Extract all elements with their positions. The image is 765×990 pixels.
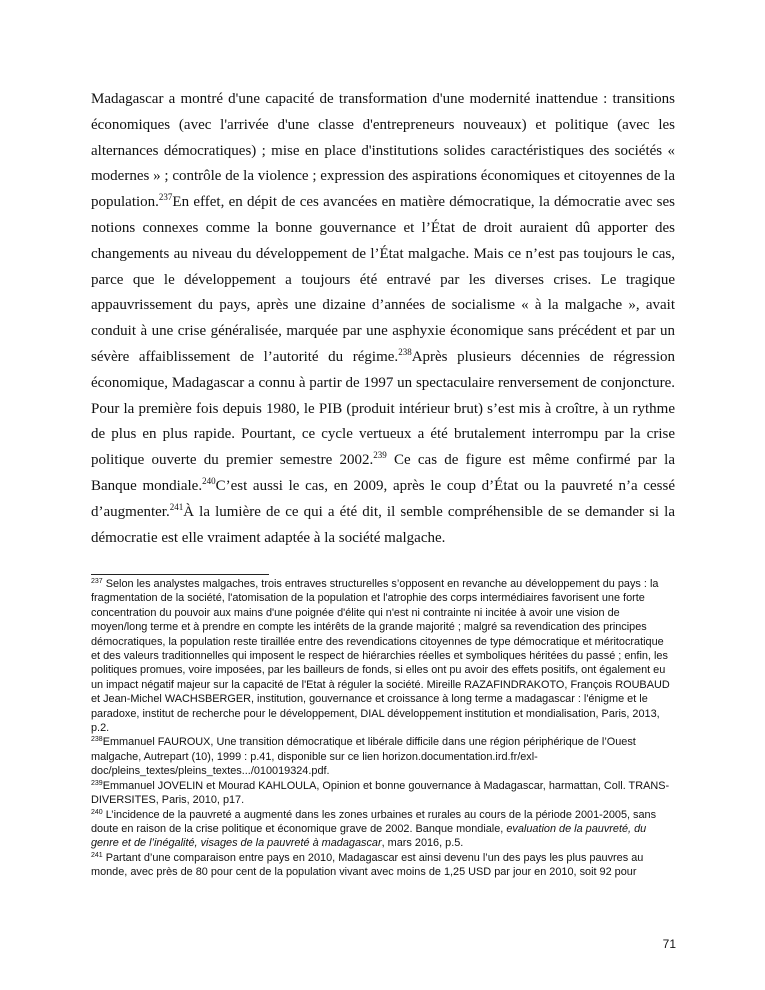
footnote-number: 239	[91, 779, 103, 787]
footnote-text: Emmanuel JOVELIN et Mourad KAHLOULA, Opinion et bonne gouvernance à Madagascar, harmattan, Coll. TRANS-DIVERSITES, Paris, 2010, p17.	[91, 779, 670, 807]
footnote-number: 237	[91, 578, 103, 585]
footnote-ref-238[interactable]: 238	[398, 346, 412, 357]
sentence-1: Madagascar a montré d'une capacité de transformation d'une modernité inattendue : transitions économiques (avec l'arrivée d'une classe d'entrepreneurs nouveaux) et politique (avec les alternances démocratiques) ; mise en place d'institutions solides caractéristiques des sociétés « modernes » ; contrôle de la violence ; expression des aspirations économiques et citoyennes de la population.	[91, 91, 675, 211]
footnote-text: Partant d’une comparaison entre pays en 2010, Madagascar est ainsi devenu l’un des pays les plus pauvres au monde, avec près de 80 pour cent de la population vivant avec moins de 1,25 USD par jour en 2010, soit 92 pour	[91, 851, 644, 879]
page-number: 71	[662, 937, 676, 951]
footnote-ref-239[interactable]: 239	[373, 450, 387, 461]
footnote-number: 241	[91, 851, 103, 859]
footnote-number: 238	[91, 736, 103, 744]
footnote-240	[91, 808, 675, 851]
footnote-text: Emmanuel FAUROUX, Une transition démocratique et libérale difficile dans une région périphérique de l’Ouest malgache, Autrepart (10), 1999 : p.41, disponible sur ce lien horizon.documentation.ird.fr/exl-doc/pleins_textes/pleins_textes.../010019324.pdf.	[91, 736, 636, 778]
footnote-text: L’incidence de la pauvreté a augmenté dans les zones urbaines et rurales au cours de la période 2001-2005, sans doute en raison de la crise politique et économique grave de 2002. Banque mondiale,	[91, 808, 657, 835]
sentence-6: À la lumière de ce qui a été dit, il semble compréhensible de se demander si la démocratie est elle vraiment adaptée à la société malgache.	[91, 503, 675, 546]
footnote-ref-241[interactable]: 241	[169, 501, 184, 512]
footnote-title-italic: evaluation de la pauvreté, du genre et de l’inégalité, visages de la pauvreté à madagascar	[91, 822, 647, 850]
footnote-ref-237[interactable]: 237	[158, 192, 173, 203]
sentence-3: Après plusieurs décennies de régression économique, Madagascar a connu à partir de 1997 un spectaculaire renversement de conjoncture. Pour la première fois depuis 1980, le PIB (produit intérieur brut) s’est mis à croître, à un rythme de plus en plus rapide. Pourtant, ce cycle vertueux a été brutalement interrompu par la crise politique ouverte du premier semestre 2002.	[91, 348, 675, 469]
footnote-ref-240[interactable]: 240	[202, 475, 216, 486]
footnote-number: 240	[91, 808, 103, 816]
footnotes	[91, 577, 675, 880]
sentence-2: En effet, en dépit de ces avancées en matière démocratique, la démocratie avec ses notions connexes comme la bonne gouvernance et l’État de droit auraient dû apporter des changements au niveau du développement de l’État malgache. Mais ce n’est pas toujours le cas, parce que le développement a toujours été entravé par les diverses crises. Le tragique appauvrissement du pays, après une dizaine d’années de socialisme « à la malgache », avait conduit à une crise généralisée, marquée par une asphyxie économique sans précédent et par un sévère affaiblissement de l’autorité du régime.	[91, 194, 675, 365]
sentence-4: Ce cas de figure est même confirmé par la Banque mondiale.	[91, 452, 675, 494]
body-paragraph	[91, 87, 675, 551]
footnote-237	[91, 577, 675, 735]
footnote-239	[91, 779, 675, 808]
footnote-238	[91, 735, 675, 778]
footnote-tail: , mars 2016, p.5.	[381, 837, 464, 850]
footnote-241	[91, 851, 675, 880]
sentence-5: C’est aussi le cas, en 2009, après le coup d’État ou la pauvreté n’a cessé d’augmenter.	[91, 477, 676, 520]
footnote-separator	[91, 574, 269, 575]
footnote-text: Selon les analystes malgaches, trois entraves structurelles s’opposent en revanche au développement du pays : la fragmentation de la société, l'atomisation de la population et l'atrophie des corps intermédiaires favorisent une forte concentration du pouvoir aux mains d'une poignée d'élite qui n'est ni contrainte ni incitée à avoir une vision de moyen/long terme et à prendre en compte les intérêts de la grande majorité ; malgré sa revendication des principes démocratiques, la population reste tiraillée entre des revendications citoyennes de type démocratique et méritocratique et des valeurs traditionnelles qui imposent le respect de hiérarchies réelles et symboliques héritées du passé ; enfin, les politiques promues, voire imposées, par les bailleurs de fonds, si elles ont pu avoir des effets positifs, ont également eu un impact négatif majeur sur la capacité de l'Etat à réguler la société. Mireille RAZAFINDRAKOTO, François ROUBAUD et Jean-Michel WACHSBERGER, institution, gouvernance et croissance à long terme a madagascar : l'énigme et le paradoxe, institut de recherche pour le développement, DIAL développement institution et mondialisation, Paris, 2013, p.2.	[91, 578, 670, 735]
